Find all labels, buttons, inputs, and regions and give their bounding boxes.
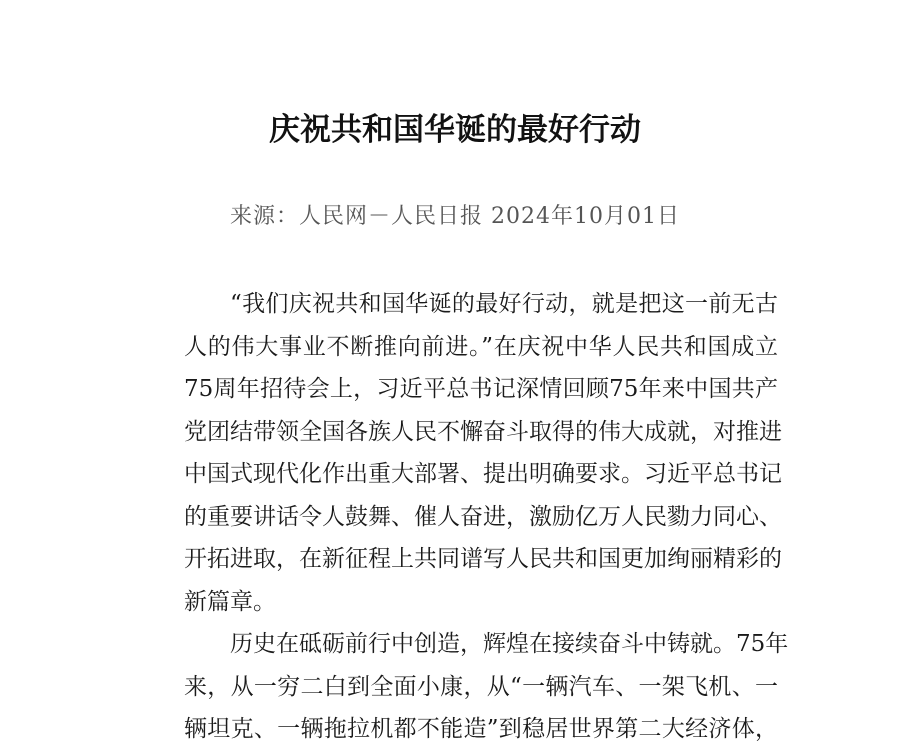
text-line: 党团结带领全国各族人民不懈奋斗取得的伟大成就，对推进 [184, 418, 782, 445]
text-line: 历史在砥砺前行中创造，辉煌在接续奋斗中铸就。75年 [230, 631, 789, 657]
article-body [138, 283, 789, 751]
paragraph-1 [138, 283, 782, 623]
text-line: 新篇章。 [184, 588, 276, 615]
text-line: 75周年招待会上，习近平总书记深情回顾75年来中国共产 [184, 376, 778, 402]
article-title: 庆祝共和国华诞的最好行动 [269, 112, 641, 148]
article-source: 来源：人民网－人民日报 2024年10月01日 [230, 204, 680, 229]
text-line: 人的伟大事业不断推向前进。”在庆祝中华人民共和国成立 [184, 333, 778, 360]
text-line: 辆坦克、一辆拖拉机都不能造”到稳居世界第二大经济体， [184, 716, 778, 742]
paragraph-2 [138, 623, 789, 751]
text-line: “我们庆祝共和国华诞的最好行动，就是把这一前无古 [230, 291, 778, 317]
text-line: 来，从一穷二白到全面小康，从“一辆汽车、一架飞机、一 [184, 673, 778, 700]
text-line: 的重要讲话令人鼓舞、催人奋进，激励亿万人民勠力同心、 [184, 503, 782, 530]
text-line: 开拓进取，在新征程上共同谱写人民共和国更加绚丽精彩的 [184, 546, 782, 572]
text-line: 中国式现代化作出重大部署、提出明确要求。习近平总书记 [184, 461, 782, 487]
